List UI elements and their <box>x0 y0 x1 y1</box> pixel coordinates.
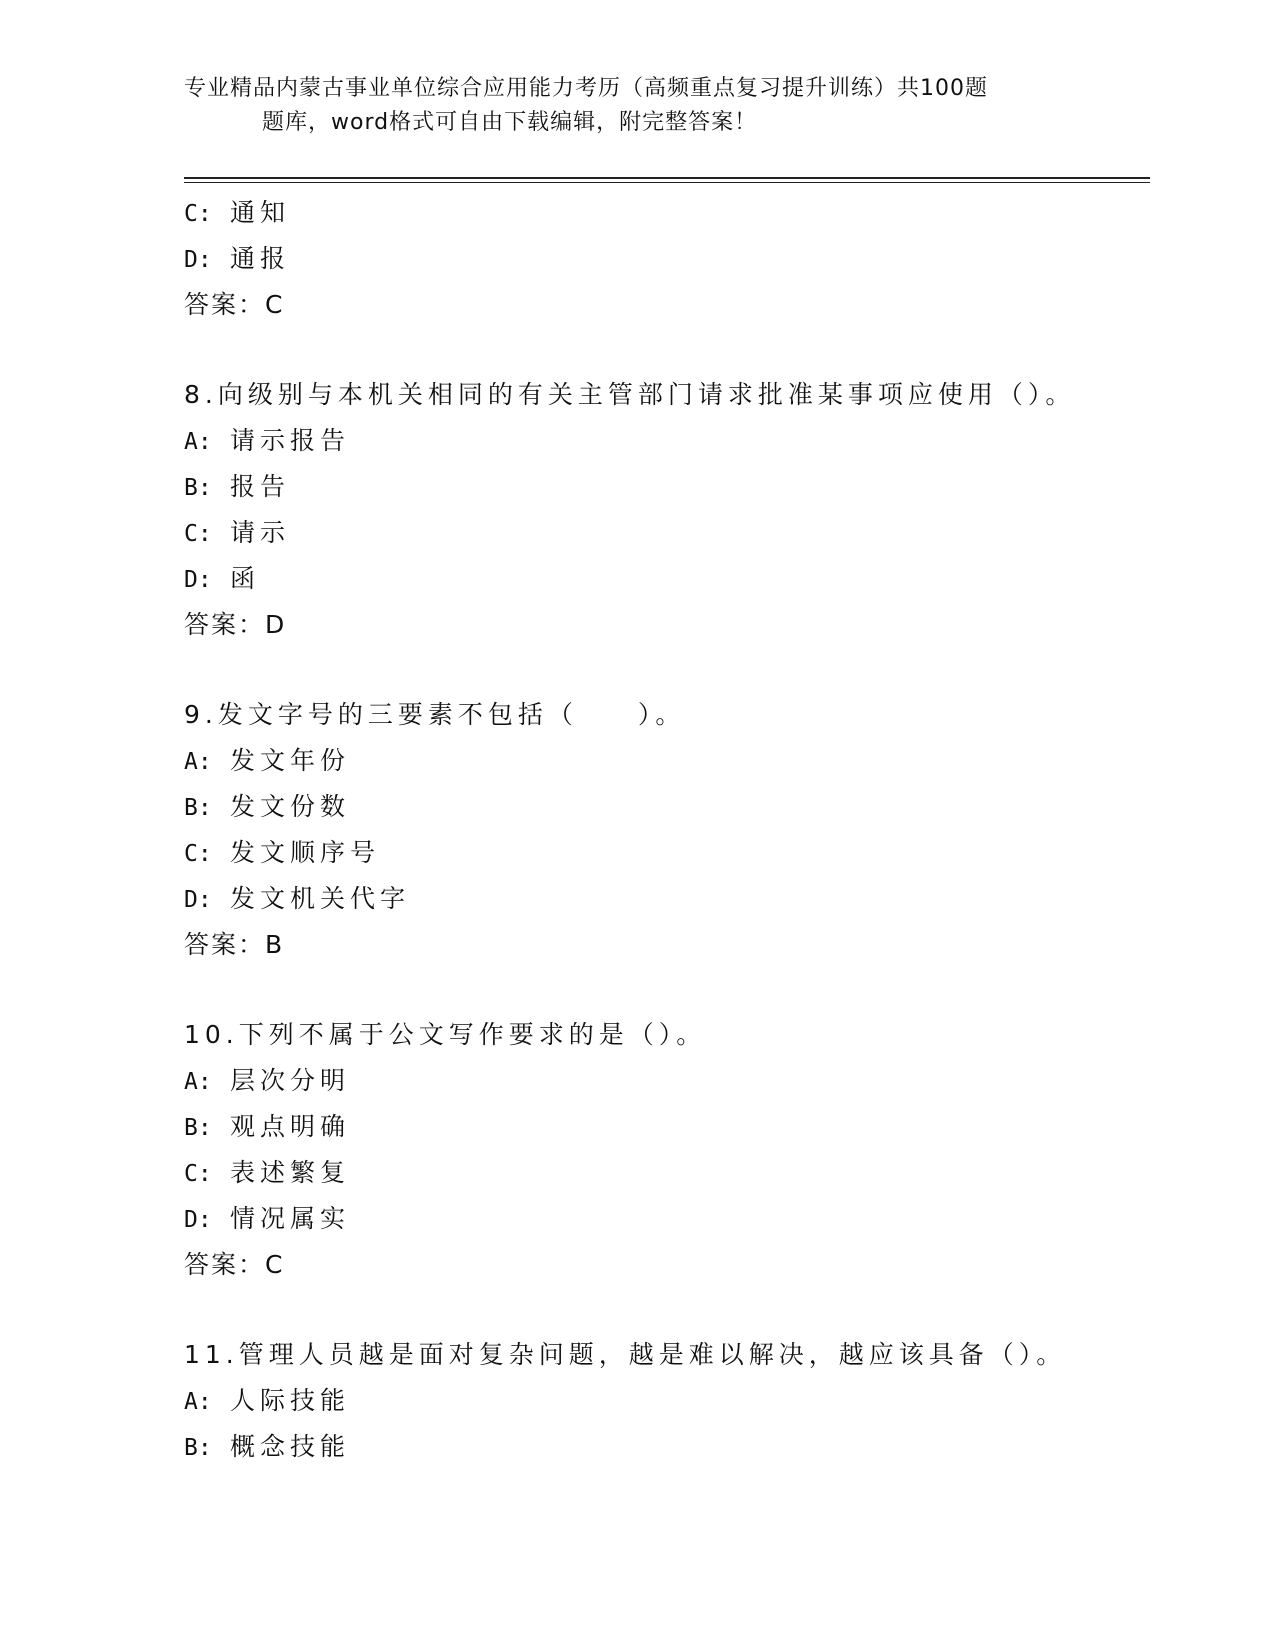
answer: 答案：C <box>184 1250 285 1279</box>
answer: 答案：D <box>184 610 287 639</box>
header-rule-thick <box>184 177 1150 179</box>
option-c: C: 请示 <box>184 518 291 547</box>
answer: 答案：B <box>184 930 285 959</box>
option-d: D: 情况属实 <box>184 1204 351 1233</box>
option-a: A: 发文年份 <box>184 746 351 775</box>
option-c: C: 表述繁复 <box>184 1158 351 1187</box>
option-c: C: 通知 <box>184 198 291 227</box>
option-d: D: 通报 <box>184 244 291 273</box>
answer: 答案：C <box>184 290 285 319</box>
option-d: D: 函 <box>184 564 261 593</box>
header-line-1: 专业精品内蒙古事业单位综合应用能力考历（高频重点复习提升训练）共100题 <box>184 76 988 101</box>
option-d: D: 发文机关代字 <box>184 884 411 913</box>
document-body <box>184 190 1144 1470</box>
option-c: C: 发文顺序号 <box>184 838 381 867</box>
question-stem: 8.向级别与本机关相同的有关主管部门请求批准某事项应使用（）。 <box>184 380 1076 409</box>
option-b: B: 观点明确 <box>184 1112 351 1141</box>
question-stem: 10.下列不属于公文写作要求的是（）。 <box>184 1020 707 1049</box>
question-stem: 11.管理人员越是面对复杂问题，越是难以解决，越应该具备（）。 <box>184 1340 1067 1369</box>
option-a: A: 请示报告 <box>184 426 351 455</box>
document-header <box>184 72 1064 140</box>
question-stem: 9.发文字号的三要素不包括（ ）。 <box>184 700 686 729</box>
option-b: B: 概念技能 <box>184 1432 351 1461</box>
option-a: A: 人际技能 <box>184 1386 351 1415</box>
header-line-2: 题库，word格式可自由下载编辑，附完整答案！ <box>262 110 758 135</box>
option-b: B: 报告 <box>184 472 291 501</box>
option-b: B: 发文份数 <box>184 792 351 821</box>
option-a: A: 层次分明 <box>184 1066 351 1095</box>
header-rule-thin <box>184 182 1150 183</box>
